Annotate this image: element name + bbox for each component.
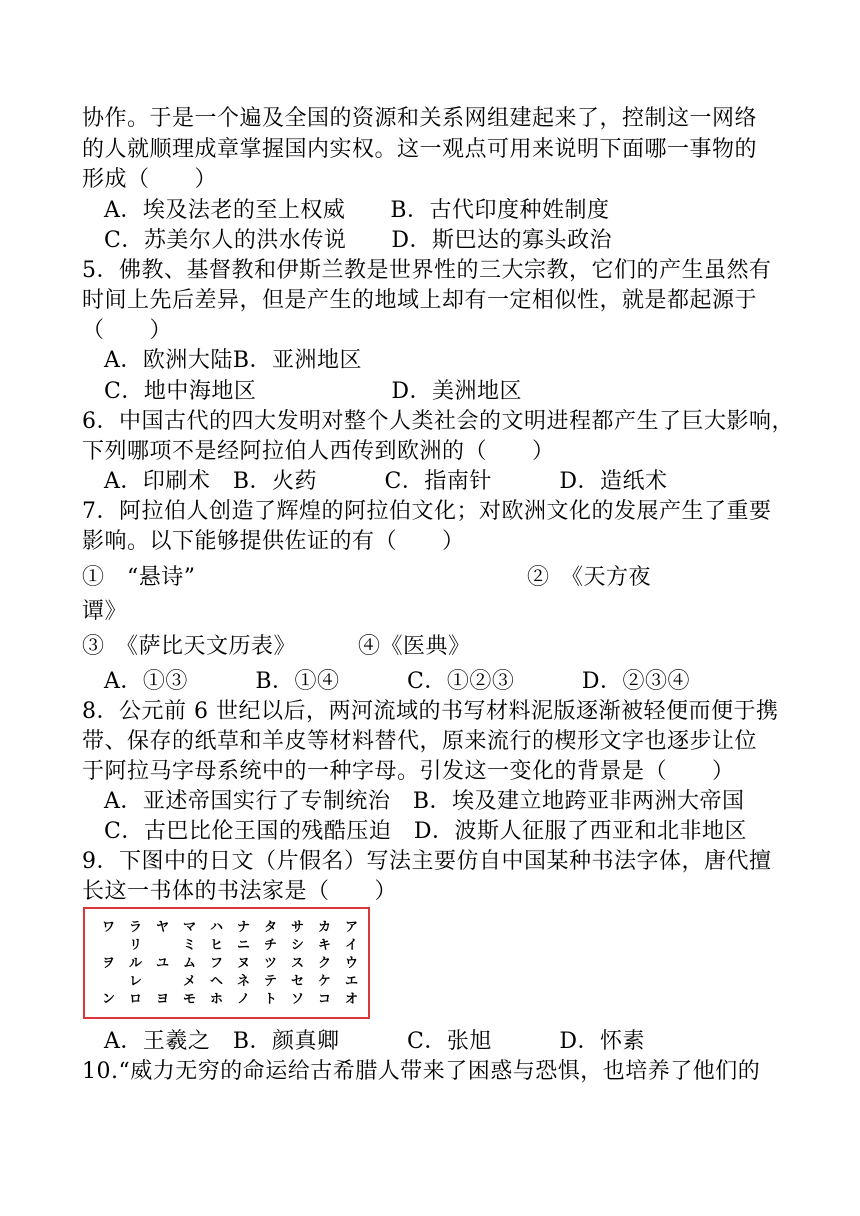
q7-item-4: ④《医典》	[358, 634, 471, 659]
katakana-cell: ミ	[182, 938, 196, 953]
q9-options: A．王羲之 B．颜真卿 C．张旭 D．怀素	[104, 1029, 646, 1054]
katakana-cell: オ	[344, 992, 358, 1007]
katakana-cell: ヘ	[209, 974, 223, 989]
katakana-cell: フ	[209, 956, 223, 971]
katakana-cell: ハ	[209, 920, 223, 935]
katakana-cell	[149, 973, 176, 991]
katakana-cell: チ	[263, 938, 277, 953]
katakana-cell: イ	[344, 938, 358, 953]
katakana-cell: ス	[290, 956, 304, 971]
katakana-cell: ラ	[128, 920, 142, 935]
q8-options-ab: A．亚述帝国实行了专制统治 B．埃及建立地跨亚非两洲大帝国	[104, 789, 745, 814]
q8-stem: 带、保存的纸草和羊皮等材料替代，原来流行的楔形文字也逐步让位	[82, 729, 758, 754]
text-line: 的人就顺理成章掌握国内实权。这一观点可用来说明下面哪一事物的	[82, 137, 758, 162]
katakana-cell: マ	[182, 920, 196, 935]
q5-stem: 5．佛教、基督教和伊斯兰教是世界性的三大宗教，它们的产生虽然有	[82, 258, 772, 283]
katakana-cell: ユ	[155, 956, 169, 971]
katakana-cell: ヤ	[155, 920, 169, 935]
katakana-cell: ク	[317, 956, 331, 971]
q7-stem: 影响。以下能够提供佐证的有（ ）	[82, 529, 465, 554]
q9-stem: 长这一书体的书法家是（ ）	[82, 879, 398, 904]
q6-stem: 下列哪项不是经阿拉伯人西传到欧洲的（ ）	[82, 439, 555, 464]
katakana-cell	[95, 937, 122, 955]
q5-stem: 时间上先后差异，但是产生的地域上却有一定相似性，就是都起源于	[82, 288, 758, 313]
katakana-cell: タ	[263, 920, 277, 935]
katakana-cell: ロ	[128, 992, 142, 1007]
katakana-cell: ワ	[101, 920, 115, 935]
q5-stem: （ ）	[82, 318, 173, 343]
katakana-cell: メ	[182, 974, 196, 989]
q10-stem: 10.“威力无穷的命运给古希腊人带来了困惑与恐惧，也培养了他们的	[82, 1059, 761, 1084]
katakana-cell: ナ	[236, 920, 250, 935]
katakana-cell: ヲ	[101, 956, 115, 971]
katakana-cell: ア	[344, 920, 358, 935]
q4-options-cd: C．苏美尔人的洪水传说 D．斯巴达的寡头政治	[104, 228, 612, 253]
katakana-cell: ネ	[236, 974, 250, 989]
katakana-cell: リ	[128, 938, 142, 953]
katakana-table-figure	[83, 907, 370, 1019]
katakana-cell: カ	[317, 920, 331, 935]
katakana-cell: セ	[290, 974, 304, 989]
katakana-cell: シ	[290, 938, 304, 953]
q6-options: A．印刷术 B．火药 C．指南针 D．造纸术	[104, 469, 668, 494]
katakana-cell: ツ	[263, 956, 277, 971]
katakana-cell: テ	[263, 974, 277, 989]
katakana-cell: ン	[101, 992, 115, 1007]
katakana-cell: レ	[128, 974, 142, 989]
q7-item-2-cont: 谭》	[82, 599, 128, 624]
katakana-cell: ヌ	[236, 956, 250, 971]
q5-options-ab: A．欧洲大陆B．亚洲地区	[104, 348, 363, 373]
katakana-cell: ム	[182, 956, 196, 971]
katakana-cell: ソ	[290, 992, 304, 1007]
katakana-cell: モ	[182, 992, 196, 1007]
q6-stem: 6．中国古代的四大发明对整个人类社会的文明进程都产生了巨大影响，	[82, 409, 794, 434]
katakana-cell	[149, 937, 176, 955]
q7-stem: 7．阿拉伯人创造了辉煌的阿拉伯文化；对欧洲文化的发展产生了重要	[82, 499, 772, 524]
q8-stem: 8．公元前 6 世纪以后，两河流域的书写材料泥版逐渐被轻便而便于携	[82, 699, 779, 724]
katakana-grid	[95, 919, 365, 1009]
katakana-cell: サ	[290, 920, 304, 935]
katakana-cell: エ	[344, 974, 358, 989]
katakana-cell	[95, 973, 122, 991]
katakana-cell: ヒ	[209, 938, 223, 953]
q5-options-cd: C．地中海地区 D．美洲地区	[104, 379, 522, 404]
katakana-cell: ウ	[344, 956, 358, 971]
q4-options-ab: A．埃及法老的至上权威 B．古代印度种姓制度	[104, 198, 610, 223]
katakana-cell: コ	[317, 992, 331, 1007]
text-line: 形成（ ）	[82, 167, 218, 192]
katakana-cell: ニ	[236, 938, 250, 953]
katakana-cell: ケ	[317, 974, 331, 989]
q8-options-cd: C．古巴比伦王国的残酷压迫 D．波斯人征服了西亚和北非地区	[104, 819, 747, 844]
katakana-cell: ル	[128, 956, 142, 971]
katakana-cell: ト	[263, 992, 277, 1007]
q7-item-3: ③ 《萨比天文历表》	[82, 634, 297, 659]
q7-item-1: ① “悬诗”	[82, 565, 196, 590]
q7-item-2: ② 《天方夜	[527, 565, 652, 590]
katakana-cell: キ	[317, 938, 331, 953]
katakana-cell: ヨ	[155, 992, 169, 1007]
katakana-cell: ホ	[209, 992, 223, 1007]
q9-stem: 9．下图中的日文（片假名）写法主要仿自中国某种书法字体，唐代擅	[82, 849, 772, 874]
q8-stem: 于阿拉马字母系统中的一种字母。引发这一变化的背景是（ ）	[82, 759, 735, 784]
text-line: 协作。于是一个遍及全国的资源和关系网组建起来了，控制这一网络	[82, 106, 758, 131]
katakana-cell: ノ	[236, 992, 250, 1007]
q7-options: A．①③ B．①④ C．①②③ D．②③④	[104, 669, 691, 694]
